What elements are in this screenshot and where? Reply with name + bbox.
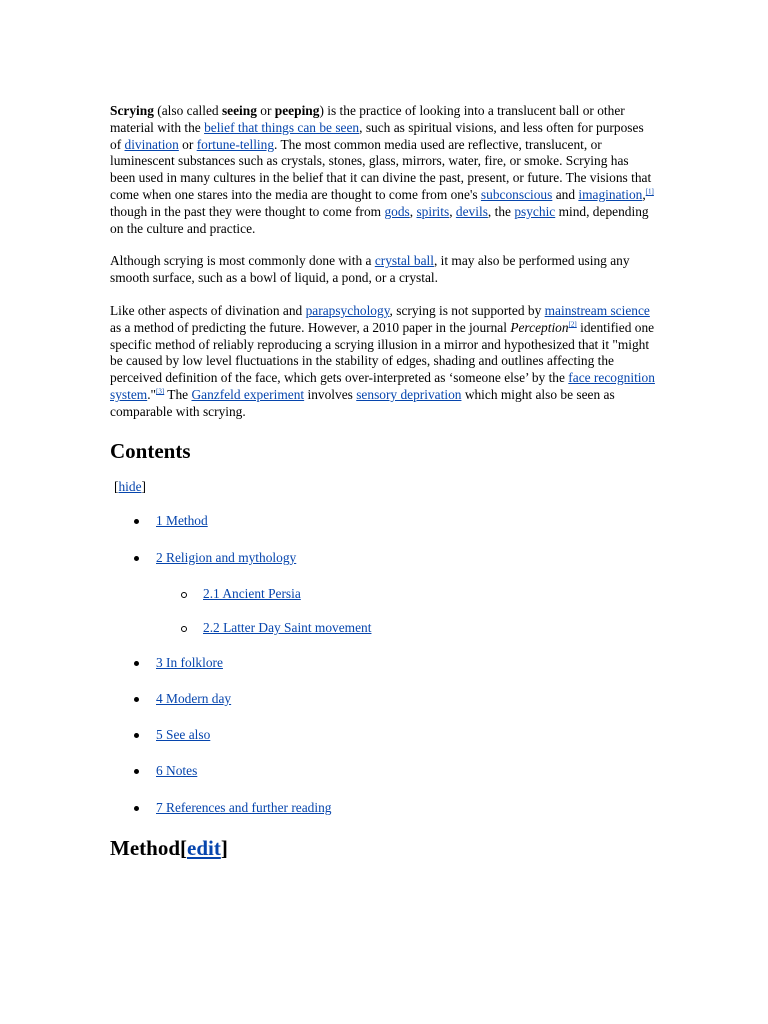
text: (also called — [153, 103, 222, 118]
text: or — [178, 136, 197, 152]
method-heading — [110, 836, 655, 860]
toc-link-religion[interactable]: 2 Religion and mythology — [156, 549, 297, 565]
intro-paragraph — [110, 103, 655, 237]
text: as a method of predicting the future. However, a 2010 paper in the journal — [110, 319, 511, 335]
crystal-paragraph — [110, 253, 655, 287]
text: , — [449, 203, 456, 219]
bullet-icon — [134, 769, 139, 774]
text: which might also be seen as comparable with scrying. — [110, 386, 615, 419]
science-paragraph — [110, 303, 655, 421]
circle-bullet-icon — [181, 592, 187, 598]
table-of-contents — [110, 513, 655, 816]
toc-item — [110, 800, 655, 817]
ref-2[interactable]: [2] — [568, 320, 577, 329]
term-seeing: seeing — [221, 103, 257, 118]
toc-item — [110, 763, 655, 780]
ref-3[interactable]: [3] — [156, 387, 165, 396]
term-scrying: Scrying — [110, 103, 154, 118]
bullet-icon — [134, 697, 139, 702]
link-psychic[interactable]: psychic — [514, 203, 556, 219]
toc-subitem — [110, 586, 655, 603]
bullet-icon — [134, 556, 139, 561]
bracket: [ — [180, 836, 187, 861]
method-title: Method — [110, 836, 180, 861]
bullet-icon — [134, 661, 139, 666]
bullet-icon — [134, 733, 139, 738]
toc-link-see-also[interactable]: 5 See also — [156, 727, 211, 743]
bracket: [ — [114, 478, 119, 494]
text: ) is the practice of looking into a translucent ball or other material with the — [110, 103, 625, 135]
link-mainstream-science[interactable]: mainstream science — [544, 302, 650, 318]
toc-link-modern-day[interactable]: 4 Modern day — [156, 690, 232, 706]
bullet-icon — [134, 806, 139, 811]
toc-item — [110, 655, 655, 672]
text: , — [642, 186, 646, 202]
toc-item — [110, 691, 655, 708]
link-fortune-telling[interactable]: fortune-telling — [196, 136, 275, 152]
toc-item — [110, 727, 655, 744]
ref-1[interactable]: [1] — [645, 187, 654, 196]
journal-perception: Perception — [510, 319, 569, 335]
text: ." — [147, 386, 157, 402]
text: involves — [304, 386, 357, 402]
toc-link-ancient-persia[interactable]: 2.1 Ancient Persia — [203, 585, 301, 601]
bullet-icon — [134, 519, 139, 524]
contents-heading: Contents — [110, 438, 191, 463]
article-body — [110, 103, 655, 876]
toc-link-notes[interactable]: 6 Notes — [156, 763, 198, 779]
link-imagination[interactable]: imagination — [578, 186, 643, 202]
link-devils[interactable]: devils — [455, 203, 488, 219]
toc-link-latter-day-saint[interactable]: 2.2 Latter Day Saint movement — [203, 620, 372, 636]
link-divination[interactable]: divination — [124, 136, 179, 152]
term-peeping: peeping — [274, 103, 320, 118]
toc-item — [110, 513, 655, 530]
text: though in the past they were thought to come from — [110, 203, 385, 219]
bracket: ] — [220, 836, 228, 861]
edit-link[interactable]: edit — [187, 836, 221, 861]
link-face-recognition[interactable]: face recognition system — [110, 370, 655, 402]
toc-link-references[interactable]: 7 References and further reading — [156, 799, 332, 815]
text: , scrying is not supported by — [389, 302, 545, 318]
link-spirits[interactable]: spirits — [416, 203, 450, 219]
text: , the — [487, 203, 515, 219]
text: . The most common media used are reflective, translucent, or luminescent substances such as crystals, stones, glass, mirrors, water, fire, or smoke. Scrying has been used in many cultures in the belief that it can divine the past, present, or future. The visions that come when one stares into the media are thought to come from one's — [110, 136, 652, 202]
text: and — [552, 186, 579, 202]
link-ganzfeld[interactable]: Ganzfeld experiment — [191, 386, 305, 402]
link-belief[interactable]: belief that things can be seen — [204, 119, 360, 135]
text: , — [409, 203, 417, 219]
bracket: ] — [141, 478, 146, 494]
toc-link-method[interactable]: 1 Method — [156, 513, 208, 529]
circle-bullet-icon — [181, 626, 187, 632]
link-crystal-ball[interactable]: crystal ball — [374, 253, 434, 269]
text: , it may also be performed using any smooth surface, such as a bowl of liquid, a pond, or a crystal. — [110, 253, 630, 286]
link-subconscious[interactable]: subconscious — [480, 186, 553, 202]
toc-link-folklore[interactable]: 3 In folklore — [156, 654, 223, 670]
text: mind, depending on the culture and practice. — [110, 203, 649, 236]
text: The — [164, 386, 192, 402]
text: Although scrying is most commonly done with a — [110, 253, 375, 269]
text: Like other aspects of divination and — [110, 302, 306, 318]
link-sensory-deprivation[interactable]: sensory deprivation — [356, 386, 462, 402]
hide-link[interactable]: hide — [118, 478, 142, 494]
text: identified one specific method of reliably reproducing a scrying illusion in a mirror and hypothesized that it "might be caused by low level fluctuations in the stability of edges, shading and outlines affecting the perceived definition of the face, which gets over-interpreted as ‘someone else’ by the — [110, 319, 655, 386]
toc-toggle — [114, 479, 655, 496]
toc-subitem — [110, 620, 655, 637]
toc-item — [110, 550, 655, 567]
link-parapsychology[interactable]: parapsychology — [305, 302, 390, 318]
text: , such as spiritual visions, and less often for purposes of — [110, 119, 644, 152]
link-gods[interactable]: gods — [384, 203, 410, 219]
text: or — [256, 103, 275, 118]
